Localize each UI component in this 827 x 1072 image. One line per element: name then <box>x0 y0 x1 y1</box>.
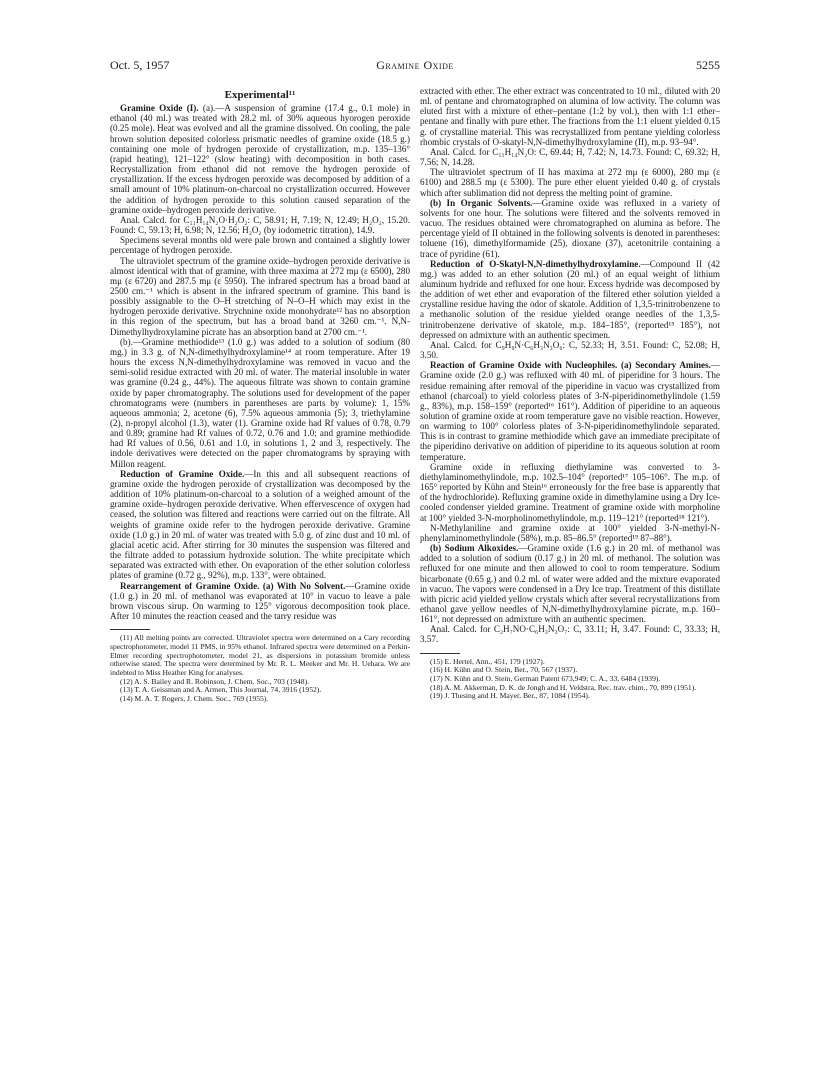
footnote-separator <box>110 629 150 630</box>
paragraph-text: The ultraviolet spectrum of the gramine oxide–hydrogen peroxide derivative is almost identical with that of gramine, with three maxima at 272 mμ (ε 6500), 280 mμ (ε 6720) and 287.5 mμ (ε 5950). The infrared spectrum has a broad band at 2500 cm.⁻¹ which is absent in the infrared spectrum of gramine. This band is possibly assignable to the O–H stretching of N–O–H which may exist in the hydrogen peroxide derivative. Strychnine oxide monohydrate¹² has no absorption in this region of the spectrum, but has a broad band at 3260 cm.⁻¹. N,N-Dimethylhydroxylamine picrate has an absorption band at 2700 cm.⁻¹. <box>110 255 410 337</box>
paragraph <box>420 86 720 147</box>
paragraph-text: The ultraviolet spectrum of II has maxima at 272 mμ (ε 6000), 280 mμ (ε 6100) and 288.5 mμ (ε 5300). The pure ether eluent yielded 0.40 g. of crystals which after sublimation did not depress the melting point of gramine. <box>420 167 720 198</box>
paragraph-text: —In this and all subsequent reactions of gramine oxide the hydrogen peroxide of crystallization was decomposed by the addition of 10% platinum-on-charcoal to a solution of a weighed amount of the gramine oxide–hydrogen peroxide derivative. When effervescence of oxygen had ceased, the solution was filtered and reactions were carried out on the filtrate. All weights of gramine oxide refer to the hydrogen peroxide derivative. Gramine oxide (1.0 g.) in 20 ml. of water was treated with 5.0 g. of zinc dust and 10 ml. of glacial acetic acid. After stirring for 30 minutes the suspension was filtered and the filtrate added to potassium hydroxide solution. The white precipitate which separated was extracted with ether. On evaporation of the ether solution colorless plates of gramine (0.72 g., 92%), m.p. 133°, were obtained. <box>110 468 410 581</box>
paragraph-text: Anal. Calcd. for C₉H₉N·C₆H₃N₃O₆: C, 52.33; H, 3.51. Found: C, 52.08; H, 3.50. <box>420 339 720 361</box>
paragraph <box>420 543 720 624</box>
paragraph-subheading: (b) Sodium Alkoxides. <box>430 543 519 554</box>
paragraph-subheading: Reaction of Gramine Oxide with Nucleophiles. (a) Secondary Amines. <box>430 360 711 371</box>
paragraph-subheading: (b) In Organic Solvents. <box>430 197 533 208</box>
paragraph-subheading: Reduction of Gramine Oxide. <box>120 468 245 479</box>
footnote: (19) J. Thesing and H. Mayer, Ber., 87, 1084 (1954). <box>430 691 590 701</box>
paragraph-text: (b).—Gramine methiodide¹³ (1.0 g.) was added to a solution of sodium (80 mg.) in 3.3 g. of N,N-dimethylhydroxylamine¹⁴ at room temperature. After 19 hours the excess N,N-dimethylhydroxylamine was removed in vacuo and the semi-solid residue extracted with 20 ml. of water. The material insoluble in water was gramine (0.24 g., 44%). The aqueous filtrate was shown to contain gramine oxide by paper chromatography. The solutions used for development of the paper chromatograms were (numbers in parentheses are parts by volume): 1, 15% aqueous ammonia; 2, acetone (6), 7.5% aqueous ammonia (5); 3, triethylamine (2), n-propyl alcohol (1.3), water (1). Gramine oxide had Rf values of 0.78, 0.79 and 0.89; gramine had Rf values of 0.72, 0.76 and 1.0; and gramine methiodide had Rf values of 0.56, 0.61 and 1.0, in solutions 1, 2 and 3, respectively. The indole derivatives were detected on the paper chromatograms by spraying with Millon reagent. <box>110 336 410 469</box>
paragraph-text: —Gramine oxide (2.0 g.) was refluxed with 40 ml. of piperidine for 3 hours. The residue remaining after removal of the piperidine in vacuo was crystallized from ethanol (charcoal) to yield colorless plates of 3-N-piperidinomethylindole (1.59 g., 83%), m.p. 158–159° (reported¹⁶ 161°). Addition of piperidine to an aqueous solution of gramine oxide at room temperature gave no visible reaction. However, on warming to 100° colorless plates of 3-N-piperidinomethylindole separated. This is in contrast to gramine methiodide which gave an immediate precipitate of the piperidino derivative on addition of piperidine to its aqueous solution at room temperature. <box>420 360 720 462</box>
paragraph <box>110 469 410 581</box>
footnote: (14) M. A. T. Rogers, J. Chem. Soc., 769 (1955). <box>120 694 269 704</box>
paragraph <box>420 462 720 523</box>
footnote: (11) All melting points are corrected. Ultraviolet spectra were determined on a Cary recording spectrophotometer, model 11 PMS, in 95% ethanol. Infrared spectra were determined on a Perkin-Elmer recording spectrophotometer, model 21, as dispersions in potassium bromide unless otherwise stated. The spectra were determined by Mr. R. L. Meeker and Mr. H. Uehara. We are indebted to Miss Heather King for analyses. <box>110 633 410 677</box>
paragraph <box>110 103 410 215</box>
footnote: (18) A. M. Akkerman, D. K. de Jongh and H. Veldstra, Rec. trav. chim., 70, 899 (1951). <box>430 682 697 692</box>
footnote: (15) E. Hertel, Ann., 451, 179 (1927). <box>430 656 545 666</box>
paragraph-text: Specimens several months old were pale brown and contained a slightly lower percentage of hydrogen peroxide. <box>110 235 410 256</box>
left-column <box>110 90 410 704</box>
paragraph <box>420 360 720 462</box>
paragraph-subheading: Rearrangement of Gramine Oxide. (a) With No Solvent. <box>120 580 346 591</box>
paragraph <box>420 624 720 644</box>
paragraph-text: Anal. Calcd. for C₁₁H₁₄N₂O·H₂O₂: C, 58.91; H, 7.19; N, 12.49; H₂O₂, 15.20. Found: C, 59.13; H, 6.98; N, 12.56; H₂O₂ (by iodometric titration), 14.9. <box>110 214 410 236</box>
paragraph <box>110 581 410 622</box>
paragraph-text: extracted with ether. The ether extract was concentrated to 10 ml., diluted with 20 ml. of pentane and chromatographed on alumina of low activity. The column was eluted first with a mixture of ether–pentane (1:2 by vol.), then with 1:1 ether–pentane and finally with pure ether. The fractions from the 1:1 eluent yielded 0.15 g. of crystalline material. This was recrystallized from pentane yielding colorless rhombic crystals of O-skatyl-N,N-dimethylhydroxylamine (II), m.p. 93–94°. <box>420 86 720 147</box>
paragraph-text: N-Methylaniline and gramine oxide at 100° yielded 3-N-methyl-N-phenylaminomethylindole (58%), m.p. 85–86.5° (reported¹⁹ 87–88°). <box>420 522 720 543</box>
header-date: Oct. 5, 1957 <box>110 58 170 72</box>
paragraph <box>420 340 720 360</box>
paragraph <box>110 215 410 235</box>
footnote: (16) H. Kühn and O. Stein, Ber., 70, 567 (1937). <box>430 665 578 675</box>
paragraph <box>420 147 720 167</box>
running-header <box>110 58 720 74</box>
paragraph-text: —Gramine oxide (1.6 g.) in 20 ml. of methanol was added to a solution of sodium (0.17 g.) in 20 ml. of methanol. The solution was refluxed for one minute and then allowed to cool to room temperature. Sodium bicarbonate (0.65 g.) and 0.2 ml. of water were added and the mixture evaporated in vacuo. The vapors were condensed in a Dry Ice trap. Treatment of this distillate with picric acid yielded yellow crystals which after several recrystallizations from ethanol gave yellow needles of N,N-dimethylhydroxylamine picrate, m.p. 160–161°, not depressed on admixture with an authentic specimen. <box>420 543 720 625</box>
paragraph-text: Anal. Calcd. for C₂H₇NO·C₆H₃N₃O₇: C, 33.11; H, 3.47. Found: C, 33.33; H, 3.57. <box>420 624 720 645</box>
paragraph <box>110 337 410 469</box>
paragraph-subheading: Reduction of O-Skatyl-N,N-dimethylhydroxylamine. <box>430 258 641 269</box>
footnote: (13) T. A. Geissman and A. Armen, This Journal, 74, 3916 (1952). <box>120 685 322 695</box>
paragraph <box>110 235 410 255</box>
paragraph-subheading: Gramine Oxide (I). <box>120 103 199 114</box>
paragraph <box>420 259 720 340</box>
footnote: (12) A. S. Bailey and R. Robinson, J. Chem. Soc., 703 (1948). <box>120 676 309 686</box>
footnote-separator <box>420 653 460 654</box>
paragraph <box>420 198 720 259</box>
paragraph-text: —Compound II (42 mg.) was added to an ether solution (20 ml.) of an equal weight of lithium aluminum hydride and refluxed for one hour. Excess hydride was decomposed by the addition of wet ether and evaporation of the filtered ether solution yielded a crystalline residue having the odor of skatole. Addition of 1,3,5-trinitrobenzene to a methanolic solution of the residue yielded orange needles of the 1,3,5-trinitrobenzene derivative of skatole, m.p. 184–185°, (reported¹⁵ 185°), not depressed on admixture with an authentic specimen. <box>420 258 720 340</box>
header-page-number: 5255 <box>696 58 720 72</box>
footnote: (17) N. Kühn and O. Stein, German Patent 673,949; C. A., 33, 6484 (1939). <box>430 674 661 683</box>
right-column <box>420 86 720 701</box>
paragraph <box>420 523 720 543</box>
paragraph-text: Gramine oxide in refluxing diethylamine was converted to 3-diethylaminomethylindole, m.p. 102.5–104° (reported¹⁷ 105–106°. The m.p. of 165° reported by Kühn and Stein¹⁶ erroneously for the free base is apparently that of the hydrochloride). Refluxing gramine oxide in dimethylamine using a Dry Ice-cooled condenser yielded gramine. Treatment of gramine oxide with morpholine at 100° yielded 3-N-morpholinomethylindole, m.p. 119–121° (reported¹⁸ 121°). <box>420 461 721 523</box>
paragraph-text: Anal. Calcd. for C₁₁H₁₄N₂O: C, 69.44; H, 7.42; N, 14.73. Found: C, 69.32; H, 7.56; N, 14.28. <box>420 146 720 168</box>
paragraph-text: —Gramine oxide (1.0 g.) in 20 ml. of methanol was evaporated at 10° in vacuo to leave a pale brown viscous sirup. On warming to 125° vigorous decomposition took place. After 10 minutes the reaction ceased and the tarry residue was <box>110 580 410 621</box>
header-title: Gramine Oxide <box>376 58 454 72</box>
paragraph-text: —Gramine oxide was refluxed in a variety of solvents for one hour. The solutions were filtered and the solvents removed in vacuo. The residues obtained were chromatographed on alumina as before. The percentage yield of II obtained in the following solvents is denoted in parentheses: toluene (16), dimethylformamide (25), dioxane (37), acetonitrile containing a trace of pyridine (61). <box>420 197 721 259</box>
section-heading: Experimental¹¹ <box>224 89 296 101</box>
paragraph <box>110 256 410 337</box>
paragraph <box>420 167 720 197</box>
paragraph-text: (a).—A suspension of gramine (17.4 g., 0.1 mole) in ethanol (40 ml.) was treated with 28.2 ml. of 30% aqueous hyorogen peroxide (0.25 mole). Heat was evolved and all the gramine dissolved. On cooling, the pale brown solution deposited colorless prismatic needles of gramine oxide (18.5 g.) containing one mole of hydrogen peroxide of crystallization, m.p. 135–136° (rapid heating), 121–122° (slow heating) with decomposition in both cases. Recrystallization from ethanol did not remove the hydrogen peroxide of crystallization. If the excess hydrogen peroxide was decomposed by addition of a small amount of 10% platinum-on-charcoal no crystallization occurred. However the addition of hydrogen peroxide to this solution caused separation of the gramine oxide–hydrogen peroxide derivative. <box>110 103 410 215</box>
